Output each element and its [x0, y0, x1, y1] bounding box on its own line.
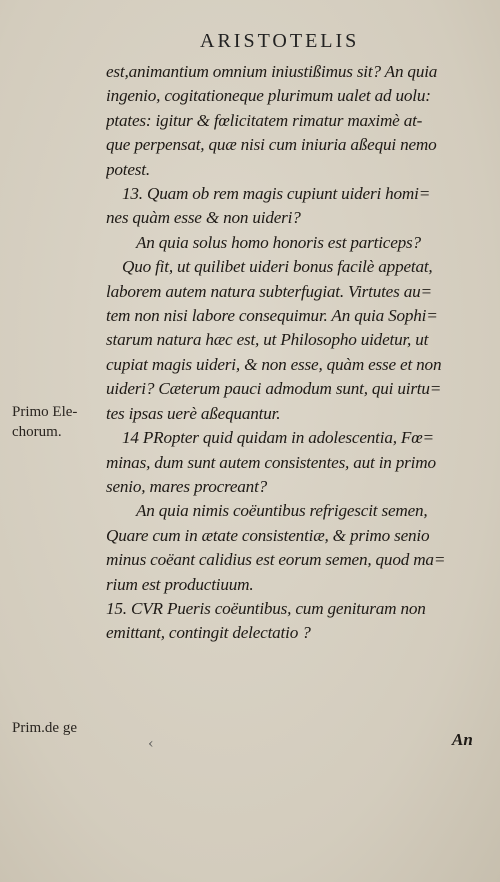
text-line: minus coëant calidius est eorum semen, quod ma= — [106, 550, 446, 570]
text-line: rium est productiuum. — [106, 574, 254, 594]
margin-note-line: Primo Ele- — [12, 404, 78, 420]
text-line: que perpensat, quæ nisi cum iniuria aßequi nemo — [106, 135, 437, 155]
running-header: ARISTOTELIS — [200, 30, 360, 52]
text-line: cupiat magis uideri, & non esse, quàm esse et non — [106, 354, 442, 374]
text-line: Quare cum in ætate consistentiæ, & primo senio — [106, 525, 430, 545]
text-line: potest. — [106, 159, 150, 179]
text-line: An quia solus homo honoris est particeps? — [136, 232, 421, 252]
text-line: ingenio, cogitationeque plurimum ualet ad uolu: — [106, 86, 431, 106]
text-line: tes ipsas uerè aßequantur. — [106, 403, 281, 423]
catchword: An — [452, 730, 473, 749]
margin-note-prim-de-ge: Prim.de ge — [12, 720, 77, 736]
text-line: 14 PRopter quid quidam in adolescentia, Fœ= — [122, 428, 434, 448]
text-line: 13. Quam ob rem magis cupiunt uideri homi= — [122, 184, 431, 204]
text-line: An quia nimis coëuntibus refrigescit semen, — [136, 501, 428, 521]
margin-note-line: chorum. — [12, 424, 62, 440]
text-line: ptates: igitur & fœlicitatem rimatur maximè at- — [106, 110, 423, 130]
text-line: Quo fit, ut quilibet uideri bonus facilè appetat, — [122, 257, 433, 277]
text-line: 15. CVR Pueris coëuntibus, cum genituram non — [106, 598, 426, 618]
text-line: emittant, contingit delectatio ? — [106, 623, 311, 643]
body-text — [106, 60, 484, 646]
text-line: starum natura hæc est, ut Philosopho uidetur, ut — [106, 330, 429, 350]
text-line: minas, dum sunt autem consistentes, aut in primo — [106, 452, 436, 472]
margin-note-primo-elechorum — [12, 402, 77, 442]
text-line: tem non nisi labore consequimur. An quia Sophi= — [106, 306, 438, 326]
printer-mark: ‹ — [148, 736, 154, 752]
text-line: est,animantium omnium iniustißimus sit? An quia — [106, 62, 438, 81]
text-line: nes quàm esse & non uideri? — [106, 208, 301, 228]
text-line: senio, mares procreant? — [106, 476, 268, 496]
text-line: uideri? Cæterum pauci admodum sunt, qui uirtu= — [106, 379, 442, 399]
text-line: laborem autem natura subterfugiat. Virtutes au= — [106, 281, 432, 301]
